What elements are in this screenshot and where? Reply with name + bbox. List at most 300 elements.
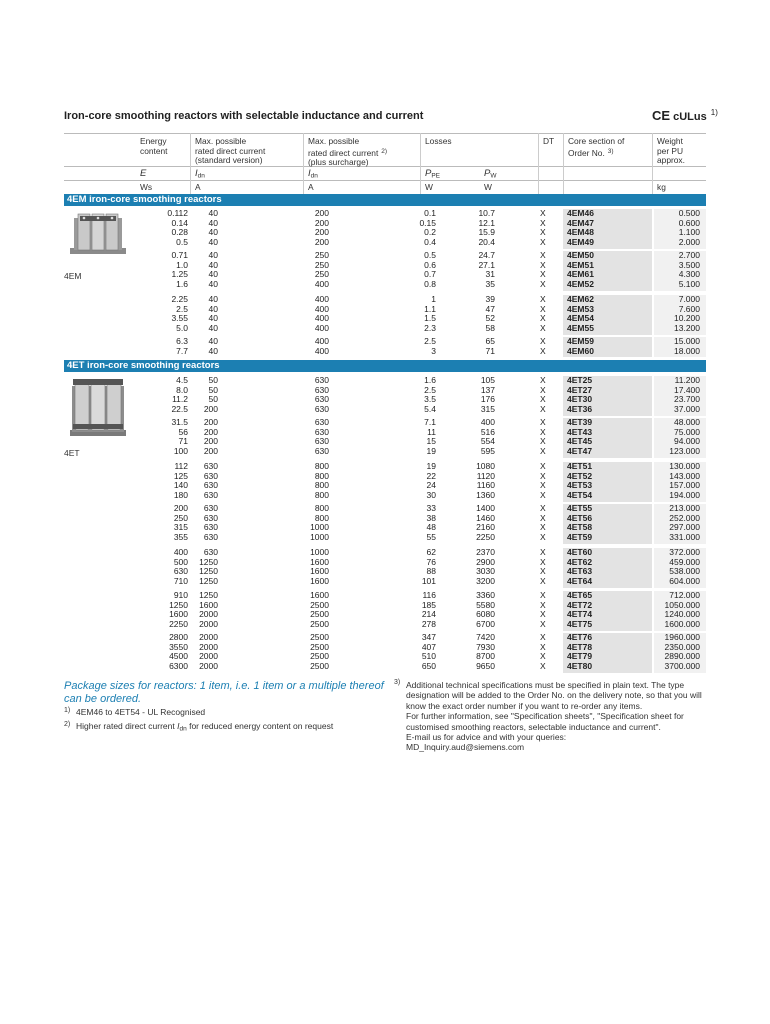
weight-cell: 2890.000 [664,651,700,662]
order-no-cell: 4ET59 [567,532,593,543]
idn-standard-cell: 40 [208,237,218,248]
symbol-pw: $P_W$ [484,168,497,180]
energy-cell: 250 [173,512,188,523]
order-no-cell: 4EM60 [567,345,594,356]
energy-cell: 2250 [169,619,188,630]
energy-cell: 71 [178,436,188,447]
pw-cell: 1460 [476,512,495,523]
dt-cell: X [540,661,546,672]
idn-plus-cell: 1000 [310,522,329,533]
idn-standard-cell: 2000 [199,641,218,652]
dt-cell: X [540,547,546,557]
dt-cell: X [540,480,546,491]
idn-standard-cell: 630 [203,490,218,501]
footnote-3-line: For further information, see "Specification sheets", "Specification sheet for customised smoothing reactors, selectable inductance and current". [406,711,684,732]
weight-cell: 0.600 [678,217,700,228]
ul-mark: cULus [673,111,707,123]
table-row [138,462,706,472]
weight-cell: 213.000 [669,503,700,513]
weight-cell: 252.000 [669,512,700,523]
weight-cell: 1.100 [678,227,700,238]
header-idn-standard: Max. possible rated direct current (standard version) [195,136,266,166]
order-no-cell: 4ET27 [567,384,593,395]
ppe-cell: 1.1 [424,303,436,314]
energy-cell: 0.14 [171,217,188,228]
order-no-cell: 4ET54 [567,490,593,501]
idn-standard-cell: 50 [208,384,218,395]
dt-cell: X [540,217,546,228]
dt-cell: X [540,632,546,642]
header-order-no: Core section of Order No. $^{3)}$ [568,136,625,158]
energy-cell: 4.5 [176,375,188,385]
weight-cell: 712.000 [669,590,700,600]
idn-standard-cell: 2000 [199,651,218,662]
idn-standard-cell: 50 [208,394,218,405]
idn-standard-cell: 40 [208,227,218,238]
pw-cell: 105 [480,375,495,385]
idn-standard-cell: 630 [203,512,218,523]
order-no-cell: 4ET63 [567,566,593,577]
ppe-cell: 22 [426,470,436,481]
table-row [138,533,706,543]
order-no-cell: 4ET51 [567,461,593,471]
pw-cell: 2160 [476,522,495,533]
row-group [138,209,706,249]
weight-cell: 13.200 [674,323,700,334]
idn-plus-cell: 200 [314,217,329,228]
weight-cell: 1240.000 [664,609,700,620]
table-row [138,324,706,334]
ppe-cell: 88 [426,566,436,577]
energy-cell: 112 [174,461,188,471]
idn-plus-cell: 800 [314,461,329,471]
header-idn-plus: Max. possible rated direct current $^{2)}$ (plus surcharge) [308,136,388,168]
idn-standard-cell: 630 [203,547,218,557]
dt-cell: X [540,566,546,577]
row-group [138,376,706,416]
energy-cell: 125 [173,470,188,481]
energy-cell: 6300 [169,661,188,672]
idn-standard-cell: 40 [208,208,218,218]
pw-cell: 2900 [476,556,495,567]
order-no-cell: 4ET76 [567,632,593,642]
order-no-cell: 4ET64 [567,576,593,587]
idn-plus-cell: 630 [314,375,329,385]
ppe-cell: 30 [426,490,436,501]
cert-footnote-ref: 1) [710,108,718,118]
4et-reactor-image [66,378,130,440]
pw-cell: 595 [480,446,495,457]
order-no-cell: 4EM54 [567,313,594,324]
idn-standard-cell: 200 [203,417,218,427]
ppe-cell: 2.5 [424,336,436,346]
table-row [138,428,706,438]
ppe-cell: 11 [427,426,436,437]
idn-standard-cell: 630 [203,503,218,513]
idn-standard-cell: 1250 [199,590,218,600]
pw-cell: 137 [480,384,495,395]
ce-mark: CE [652,108,671,123]
dt-cell: X [540,303,546,314]
pw-cell: 2370 [476,547,495,557]
table-row [138,523,706,533]
dt-cell: X [540,532,546,543]
table-row [138,376,706,386]
ppe-cell: 15 [426,436,436,447]
pw-cell: 65 [485,336,495,346]
weight-cell: 2350.000 [664,641,700,652]
ppe-cell: 62 [426,547,436,557]
pw-cell: 3200 [476,576,495,587]
weight-cell: 143.000 [669,470,700,481]
energy-cell: 6.3 [176,336,188,346]
ppe-cell: 19 [426,446,436,457]
ppe-cell: 185 [421,599,436,610]
idn-plus-cell: 630 [314,426,329,437]
idn-standard-cell: 40 [208,269,218,280]
weight-cell: 1600.000 [664,619,700,630]
idn-plus-cell: 800 [314,490,329,501]
idn-plus-cell: 400 [314,336,329,346]
idn-plus-cell: 1600 [310,590,329,600]
idn-standard-cell: 630 [203,532,218,543]
idn-plus-cell: 400 [314,303,329,314]
order-no-cell: 4ET39 [567,417,593,427]
dt-cell: X [540,259,546,270]
order-no-cell: 4EM50 [567,250,594,260]
ppe-cell: 0.8 [424,279,436,290]
ppe-cell: 1.6 [424,375,436,385]
dt-cell: X [540,294,546,304]
dt-cell: X [540,208,546,218]
pw-cell: 400 [480,417,495,427]
pw-cell: 6700 [476,619,495,630]
order-no-cell: 4EM48 [567,227,594,238]
order-no-cell: 4ET45 [567,436,593,447]
ppe-cell: 3.5 [424,394,436,405]
ppe-cell: 0.2 [424,227,436,238]
pw-cell: 20.4 [478,237,495,248]
dt-cell: X [540,461,546,471]
idn-standard-cell: 200 [203,426,218,437]
package-size-note: Package sizes for reactors: 1 item, i.e. 1 item or a multiple thereof can be ordered. [64,680,384,705]
idn-standard-cell: 1250 [199,566,218,577]
weight-cell: 194.000 [669,490,700,501]
dt-cell: X [540,503,546,513]
energy-cell: 2800 [169,632,188,642]
ppe-cell: 278 [421,619,436,630]
order-no-cell: 4ET52 [567,470,593,481]
idn-standard-cell: 40 [208,336,218,346]
ppe-cell: 510 [421,651,436,662]
order-no-cell: 4ET79 [567,651,593,662]
footnote-3-line: E-mail us for advice and with your queries: [406,732,567,743]
table-row [138,437,706,447]
ppe-cell: 3 [431,345,436,356]
idn-plus-cell: 200 [314,227,329,238]
dt-cell: X [540,609,546,620]
energy-cell: 7.7 [176,345,188,356]
ppe-cell: 76 [426,556,436,567]
idn-plus-cell: 630 [314,384,329,395]
weight-cell: 2.000 [678,237,700,248]
idn-plus-cell: 630 [314,404,329,415]
energy-cell: 140 [173,480,188,491]
dt-cell: X [540,619,546,630]
weight-cell: 2.700 [678,250,700,260]
table-row [138,491,706,501]
pw-cell: 5580 [476,599,495,610]
dt-cell: X [540,269,546,280]
order-no-cell: 4ET36 [567,404,593,415]
row-group [138,633,706,673]
idn-plus-cell: 1600 [310,576,329,587]
pw-cell: 7420 [476,632,495,642]
dt-cell: X [540,522,546,533]
idn-plus-cell: 800 [314,512,329,523]
dt-cell: X [540,641,546,652]
pw-cell: 35 [485,279,495,290]
energy-cell: 22.5 [171,404,188,415]
table-row [138,620,706,630]
pw-cell: 71 [485,345,495,356]
idn-plus-cell: 630 [314,394,329,405]
energy-cell: 2.5 [176,303,188,314]
order-no-cell: 4ET62 [567,556,593,567]
idn-standard-cell: 2000 [199,619,218,630]
idn-plus-cell: 200 [314,208,329,218]
order-no-cell: 4EM59 [567,336,594,346]
symbol-idn-plus: $I_{dn}$ [308,168,318,180]
unit-ws: Ws [140,182,153,192]
dt-cell: X [540,470,546,481]
unit-a-plus: A [308,182,314,192]
order-no-cell: 4ET25 [567,375,593,385]
contact-email[interactable]: MD_Inquiry.aud@siemens.com [406,742,525,753]
order-no-cell: 4ET75 [567,619,593,630]
weight-cell: 75.000 [674,426,700,437]
header-symbol-rule [64,180,706,181]
weight-cell: 459.000 [669,556,700,567]
idn-plus-cell: 400 [314,279,329,290]
idn-plus-cell: 2500 [310,641,329,652]
pw-cell: 8700 [476,651,495,662]
ppe-cell: 0.15 [419,217,436,228]
header-top-rule [64,133,706,134]
idn-standard-cell: 1600 [199,599,218,610]
weight-cell: 11.200 [674,375,700,385]
energy-cell: 8.0 [176,384,188,395]
energy-cell: 710 [173,576,188,587]
energy-cell: 0.5 [176,237,188,248]
symbol-idn-standard: $I_{dn}$ [195,168,205,180]
order-no-cell: 4ET78 [567,641,593,652]
ppe-cell: 214 [421,609,436,620]
energy-cell: 0.71 [171,250,188,260]
idn-standard-cell: 1250 [199,576,218,587]
weight-cell: 18.000 [674,345,700,356]
weight-cell: 5.100 [678,279,700,290]
ppe-cell: 5.4 [424,404,436,415]
table-row [138,395,706,405]
pw-cell: 24.7 [478,250,495,260]
energy-cell: 31.5 [171,417,188,427]
certification-marks [652,108,718,123]
weight-cell: 123.000 [669,446,700,457]
weight-cell: 0.500 [678,208,700,218]
footnote-3-line: Additional technical specifications must be specified in plain text. The type designation will be added to the Order No. on the delivery note, so that you will know the exact order number if you want to re-order any items. [406,680,702,711]
unit-a-standard: A [195,182,201,192]
header-weight: Weight per PU approx. [657,136,685,166]
ppe-cell: 0.6 [424,259,436,270]
idn-standard-cell: 40 [208,279,218,290]
pw-cell: 3360 [476,590,495,600]
unit-kg: kg [657,182,666,192]
idn-plus-cell: 2500 [310,599,329,610]
weight-cell: 331.000 [669,532,700,543]
table-row [138,337,706,347]
idn-plus-cell: 400 [314,323,329,334]
energy-cell: 3550 [169,641,188,652]
ppe-cell: 116 [422,590,436,600]
dt-cell: X [540,384,546,395]
pw-cell: 39 [485,294,495,304]
table-row [138,481,706,491]
order-no-cell: 4ET74 [567,609,593,620]
dt-cell: X [540,436,546,447]
dt-cell: X [540,237,546,248]
table-row [138,219,706,229]
pw-cell: 58 [485,323,495,334]
idn-plus-cell: 2500 [310,619,329,630]
idn-plus-cell: 250 [314,250,329,260]
pw-cell: 1120 [476,470,495,481]
table-row [138,405,706,415]
table-row [138,314,706,324]
table-row [138,662,706,672]
table-row [138,447,706,457]
table-row [138,504,706,514]
table-row [138,472,706,482]
pw-cell: 3030 [476,566,495,577]
energy-cell: 56 [178,426,188,437]
dt-cell: X [540,651,546,662]
idn-standard-cell: 2000 [199,609,218,620]
idn-standard-cell: 630 [203,461,218,471]
order-no-cell: 4EM46 [567,208,594,218]
energy-cell: 100 [173,446,188,457]
energy-cell: 400 [173,547,188,557]
order-no-cell: 4ET55 [567,503,593,513]
order-no-cell: 4ET56 [567,512,593,523]
weight-cell: 372.000 [669,547,700,557]
idn-plus-cell: 630 [314,436,329,447]
ppe-cell: 101 [421,576,436,587]
dt-cell: X [540,490,546,501]
idn-plus-cell: 2500 [310,609,329,620]
dt-cell: X [540,375,546,385]
header-losses: Losses [425,136,452,146]
ppe-cell: 48 [426,522,436,533]
table-row [138,270,706,280]
idn-standard-cell: 40 [208,259,218,270]
weight-cell: 23.700 [674,394,700,405]
weight-cell: 7.600 [678,303,700,314]
idn-standard-cell: 200 [203,404,218,415]
ppe-cell: 55 [426,532,436,543]
weight-cell: 3.500 [678,259,700,270]
idn-plus-cell: 2500 [310,661,329,672]
row-group [138,548,706,588]
idn-standard-cell: 630 [203,522,218,533]
row-group [138,591,706,631]
idn-standard-cell: 200 [203,436,218,447]
energy-cell: 0.112 [167,208,188,218]
pw-cell: 176 [480,394,495,405]
ppe-cell: 0.7 [424,269,436,280]
weight-cell: 538.000 [669,566,700,577]
dt-cell: X [540,446,546,457]
table-row [138,295,706,305]
weight-cell: 3700.000 [664,661,700,672]
dt-cell: X [540,279,546,290]
ppe-cell: 2.3 [424,323,436,334]
dt-cell: X [540,250,546,260]
pw-cell: 1400 [476,503,495,513]
section-bar-4et: 4ET iron-core smoothing reactors [64,360,706,372]
idn-plus-cell: 630 [314,417,329,427]
unit-w-ppe: W [425,182,433,192]
energy-cell: 355 [173,532,188,543]
weight-cell: 15.000 [674,336,700,346]
unit-w-pw: W [484,182,492,192]
pw-cell: 1160 [476,480,495,491]
dt-cell: X [540,576,546,587]
table-row [138,280,706,290]
dt-cell: X [540,313,546,324]
pw-cell: 554 [480,436,495,447]
order-no-cell: 4ET58 [567,522,593,533]
energy-cell: 180 [173,490,188,501]
pw-cell: 15.9 [478,227,495,238]
order-no-cell: 4ET80 [567,661,593,672]
table-row [138,347,706,357]
idn-standard-cell: 2000 [199,661,218,672]
idn-plus-cell: 630 [314,446,329,457]
energy-cell: 500 [173,556,188,567]
idn-standard-cell: 630 [203,470,218,481]
ppe-cell: 0.1 [424,208,436,218]
page-title: Iron-core smoothing reactors with selectable inductance and current [64,110,424,122]
table-row [138,548,706,558]
dt-cell: X [540,394,546,405]
row-group [138,504,706,544]
ppe-cell: 2.5 [424,384,436,395]
weight-cell: 17.400 [674,384,700,395]
energy-cell: 910 [173,590,188,600]
table-row [138,238,706,248]
weight-cell: 7.000 [678,294,700,304]
header-dt: DT [543,136,555,146]
energy-cell: 1.0 [176,259,188,270]
table-row [138,577,706,587]
dt-cell: X [540,345,546,356]
dt-cell: X [540,417,546,427]
pw-cell: 516 [480,426,495,437]
idn-standard-cell: 2000 [199,632,218,642]
energy-cell: 11.2 [172,394,188,405]
idn-standard-cell: 40 [208,294,218,304]
